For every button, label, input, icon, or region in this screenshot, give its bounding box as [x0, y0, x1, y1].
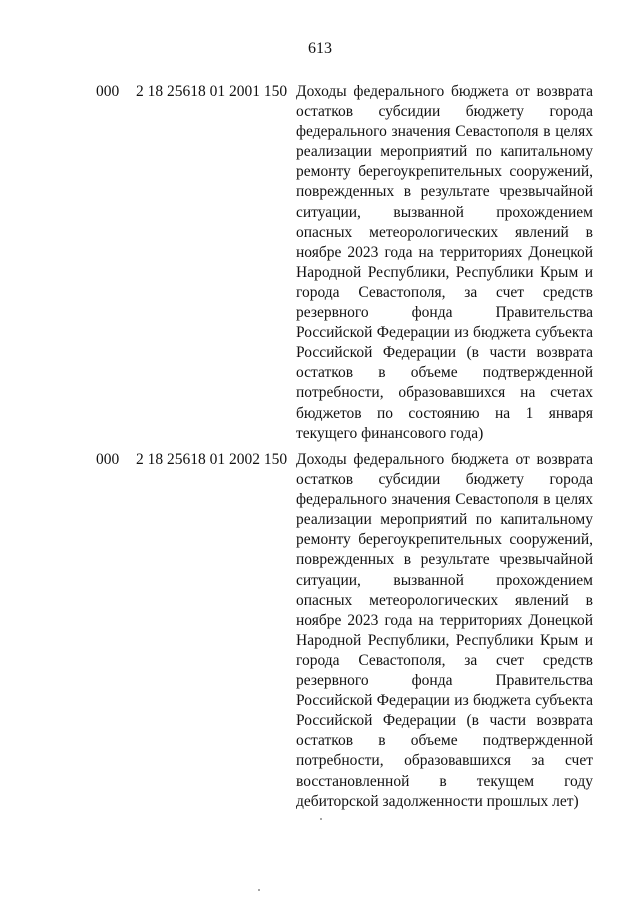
income-description [296, 450, 593, 812]
administrator-code: 000 [96, 451, 120, 468]
administrator-code: 000 [96, 83, 120, 100]
budget-classification-code: 2 18 25618 01 2001 150 [136, 83, 288, 100]
scan-speck [258, 889, 260, 891]
income-description [296, 82, 593, 444]
description-text: Доходы федерального бюджета от возврата остатков субсидии бюджету города федерального значения Севастополя в целях реализации мероприятий по капитальному ремонту берегоукрепительных сооружений, поврежденных в результате чрезвычайной ситуации, вызванной прохождением опасных метеорологических явлений в ноябре 2023 года на территориях Донецкой Народной Республики, Республики Крым и города Севастополя, за счет средств резервного фонда Правительства Российской Федерации из бюджета субъекта Российской Федерации (в части возврата остатков в объеме подтвержденной потребности, образовавшихся за счет восстановленной в текущем году дебиторской задолженности прошлых лет) [296, 451, 593, 810]
description-text: Доходы федерального бюджета от возврата остатков субсидии бюджету города федерального значения Севастополя в целях реализации мероприятий по капитальному ремонту берегоукрепительных сооружений, поврежденных в результате чрезвычайной ситуации, вызванной прохождением опасных метеорологических явлений в ноябре 2023 года на территориях Донецкой Народной Республики, Республики Крым и города Севастополя, за счет средств резервного фонда Правительства Российской Федерации из бюджета субъекта Российской Федерации (в части возврата остатков в объеме подтвержденной потребности, образовавшихся на счетах бюджетов по состоянию на 1 января текущего финансового года) [296, 83, 593, 442]
scan-speck [320, 818, 322, 820]
budget-classification-code: 2 18 25618 01 2002 150 [136, 451, 288, 468]
page-number: 613 [308, 40, 332, 57]
